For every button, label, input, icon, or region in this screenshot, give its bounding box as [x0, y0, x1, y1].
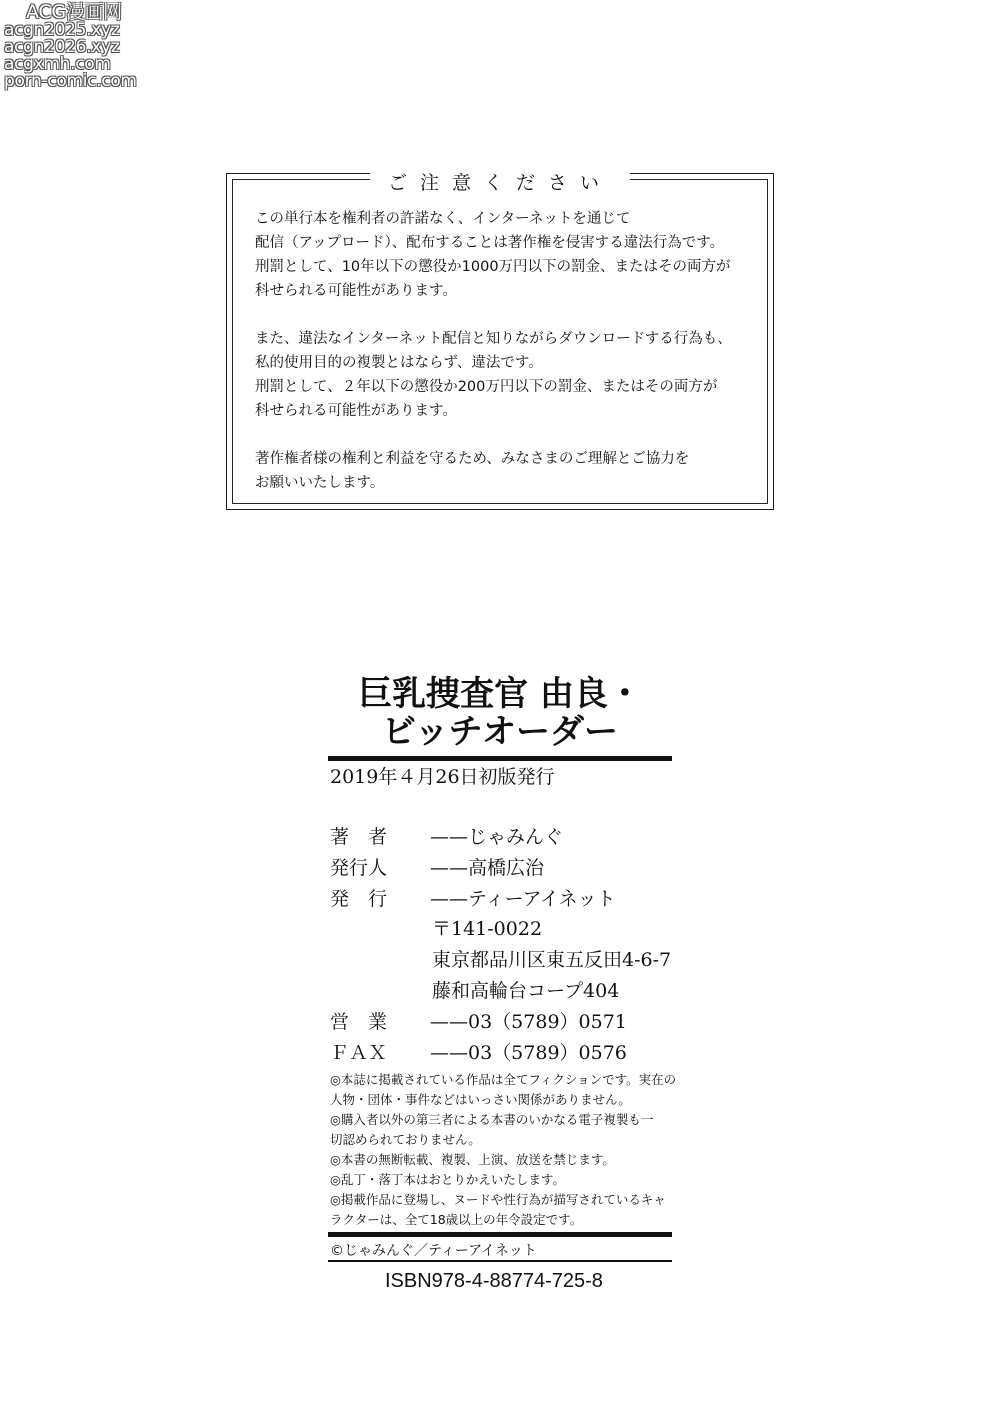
credit-label: 発行: [330, 887, 407, 910]
watermark-line: acgxmh.com: [4, 54, 111, 74]
copyright-line: ©じゃみんぐ／ティーアイネット: [330, 1243, 537, 1259]
notice-paragraph: [255, 447, 753, 495]
note-line: ◎購入者以外の第三者による本書のいかなる電子複製も一: [330, 1112, 654, 1127]
notice-line: また、違法なインターネット配信と知りながらダウンロードする行為も、: [255, 331, 732, 347]
watermark-line: porn-comic.com: [4, 71, 137, 91]
book-title-line: ビッチオーダー: [382, 712, 618, 752]
watermark-line: ACG漫画网: [26, 1, 122, 23]
credit-value: ——高橋広治: [430, 856, 545, 879]
credit-label: ＦＡＸ: [330, 1041, 388, 1064]
credit-value: ——じゃみんぐ: [430, 826, 564, 848]
note-line: ◎乱丁・落丁本はおとりかえいたします。: [330, 1172, 565, 1187]
note-line: ◎本誌に掲載されている作品は全てフィクションです。実在の: [330, 1072, 677, 1087]
note-line: 切認められておりません。: [330, 1132, 481, 1147]
notice-line: 科せられる可能性があります。: [255, 403, 457, 419]
notice-title: ご注意ください: [370, 172, 630, 194]
notice-line: 配信（アップロード）、配布することは著作権を侵害する違法行為です。: [255, 235, 725, 251]
address-line: 藤和高輪台コープ404: [432, 979, 620, 1002]
credit-row-author: [330, 822, 671, 853]
notice-line: この単行本を権利者の許諾なく、インターネットを通じて: [255, 211, 631, 227]
address-line: 〒141-0022: [432, 918, 543, 941]
notes-divider: [328, 1232, 672, 1237]
watermark: [4, 2, 137, 90]
credit-row-sales: [330, 1007, 671, 1038]
notice-line: 刑罰として、10年以下の懲役か1000万円以下の罰金、またはその両方が: [255, 259, 731, 275]
credit-value: ——03（5789）0576: [430, 1041, 627, 1064]
book-title-line: 巨乳捜査官 由良・: [358, 674, 642, 714]
notice-paragraph: [255, 207, 753, 303]
address-line: 東京都品川区東五反田4-6-7: [432, 949, 672, 972]
notice-line: 私的使用目的の複製とはならず、違法です。: [255, 355, 543, 371]
watermark-line: acgn2026.xyz: [4, 37, 120, 57]
note-line: ◎本書の無断転載、複製、上演、放送を禁じます。: [330, 1152, 615, 1167]
watermark-line: acgn2025.xyz: [4, 20, 120, 40]
credit-label: 発行人: [330, 856, 388, 879]
legal-notes: [330, 1070, 676, 1230]
credit-label: 著者: [330, 826, 407, 848]
credit-row-publisher-person: [330, 853, 671, 884]
notice-body: [255, 207, 753, 519]
notice-line: 刑罰として、２年以下の懲役か200万円以下の罰金、またはその両方が: [255, 379, 718, 395]
title-divider: [328, 756, 672, 761]
note-line: ◎掲載作品に登場し、ヌードや性行為が描写されているキャ: [330, 1192, 666, 1207]
publication-date: 2019年４月26日初版発行: [330, 766, 555, 788]
notice-line: お願いいたします。: [255, 475, 385, 491]
note-line: 人物・団体・事件などはいっさい関係がありません。: [330, 1092, 631, 1107]
credit-value: ——03（5789）0571: [430, 1010, 627, 1033]
note-line: ラクターは、全て18歳以上の年令設定です。: [330, 1212, 583, 1227]
credit-row-publisher: [330, 884, 671, 915]
isbn: ISBN978-4-88774-725-8: [385, 1270, 603, 1292]
notice-line: 著作権者様の権利と利益を守るため、みなさまのご理解とご協力を: [255, 451, 690, 467]
credit-label: 営業: [330, 1010, 407, 1033]
notice-paragraph: [255, 327, 753, 423]
copyright-notice-box: [226, 173, 774, 510]
notice-inner-frame: [232, 172, 768, 504]
book-title: [328, 675, 672, 751]
credit-value: ——ティーアイネット: [430, 887, 616, 910]
notice-line: 科せられる可能性があります。: [255, 283, 457, 299]
credits-list: [330, 822, 671, 1068]
copyright-divider: [328, 1260, 672, 1262]
credit-row-fax: [330, 1038, 671, 1069]
